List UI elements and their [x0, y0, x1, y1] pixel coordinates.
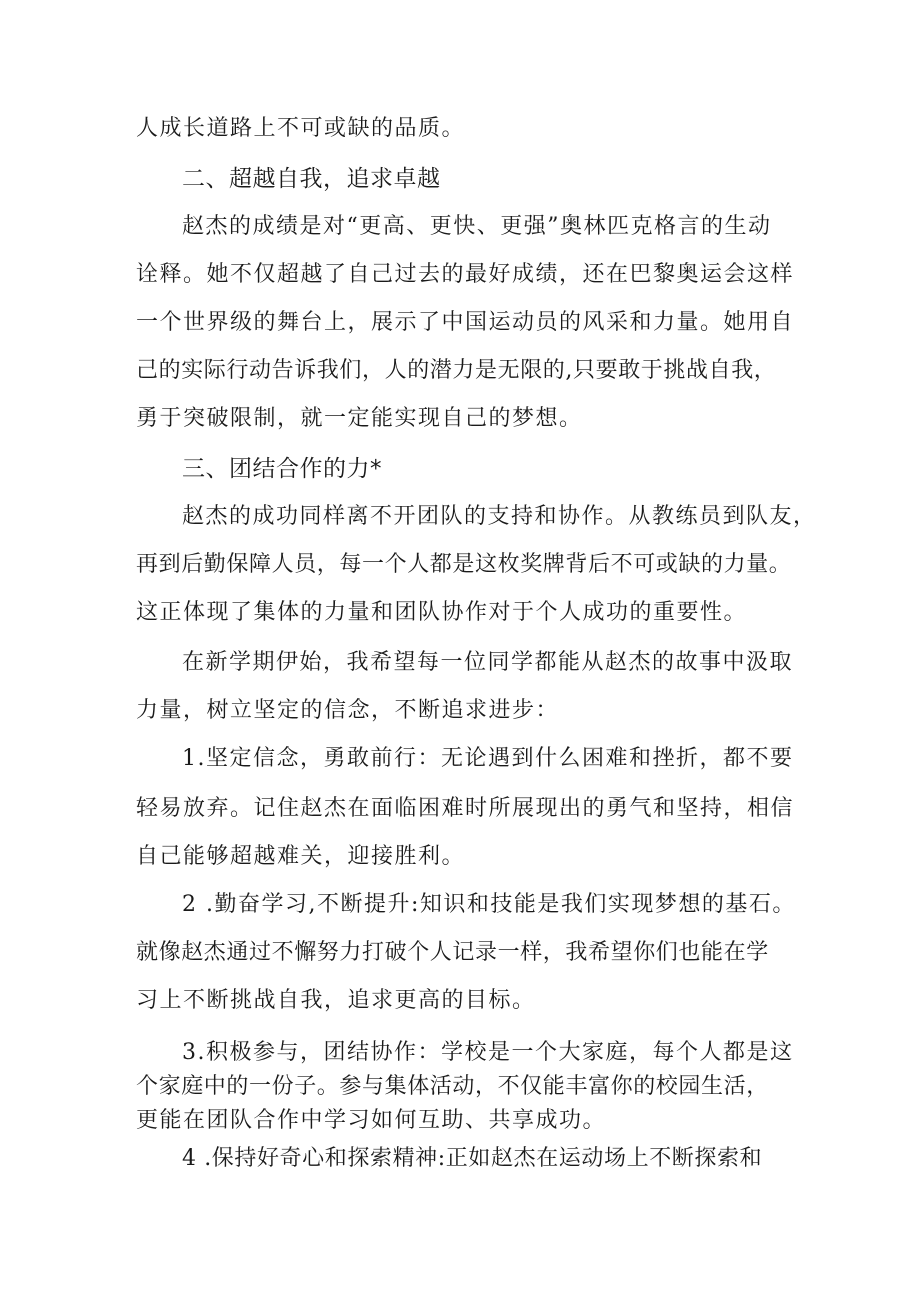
paragraph-line: 一个世界级的舞台上，展示了中国运动员的风采和力量。她用自 [136, 310, 795, 335]
paragraph-line: 人成长道路上不可或缺的品质。 [136, 116, 466, 141]
paragraph-line: 习上不断挑战自我，追求更高的目标。 [136, 988, 536, 1013]
paragraph-line: 力量，树立坚定的信念，不断追求进步： [136, 698, 560, 723]
paragraph-line: 再到后勤保障人员，每一个人都是这枚奖牌背后不可或缺的力量。 [136, 552, 792, 577]
section-heading-2: 二、超越自我，追求卓越 [182, 166, 441, 192]
list-item-1: 1.坚定信念，勇敢前行：无论遇到什么困难和挫折，都不要 [182, 746, 794, 771]
paragraph-line: 个家庭中的一份子。参与集体活动，不仅能丰富你的校园生活， [136, 1074, 769, 1099]
paragraph-line: 诠释。她不仅超越了自己过去的最好成绩，还在巴黎奥运会这样 [136, 262, 795, 287]
paragraph-line: 在新学期伊始，我希望每一位同学都能从赵杰的故事中汲取 [182, 650, 794, 675]
paragraph-line: 更能在团队合作中学习如何互助、共享成功。 [136, 1108, 607, 1133]
paragraph-line: 这正体现了集体的力量和团队协作对于个人成功的重要性。 [136, 600, 748, 625]
paragraph-line: 己的实际行动告诉我们，人的潜力是无限的,只要敢于挑战自我， [136, 358, 777, 383]
paragraph-line: 赵杰的成绩是对“更高、更快、更强”奥林匹克格言的生动 [182, 214, 772, 239]
paragraph-line: 赵杰的成功同样离不开团队的支持和协作。从教练员到队友， [182, 504, 817, 529]
paragraph-line: 自己能够超越难关，迎接胜利。 [136, 844, 466, 869]
paragraph-line: 就像赵杰通过不懈努力打破个人记录一样，我希望你们也能在学 [136, 940, 769, 965]
paragraph-line: 轻易放弃。记住赵杰在面临困难时所展现出的勇气和坚持，相信 [136, 796, 795, 821]
list-item-4: 4 .保持好奇心和探索精神:正如赵杰在运动场上不断探索和 [182, 1146, 763, 1171]
list-item-3: 3.积极参与，团结协作：学校是一个大家庭，每个人都是这 [182, 1040, 794, 1065]
list-item-2: 2 .勤奋学习,不断提升:知识和技能是我们实现梦想的基石。 [182, 892, 796, 917]
section-heading-3: 三、团结合作的力* [182, 456, 382, 482]
paragraph-line: 勇于突破限制，就一定能实现自己的梦想。 [136, 406, 583, 431]
